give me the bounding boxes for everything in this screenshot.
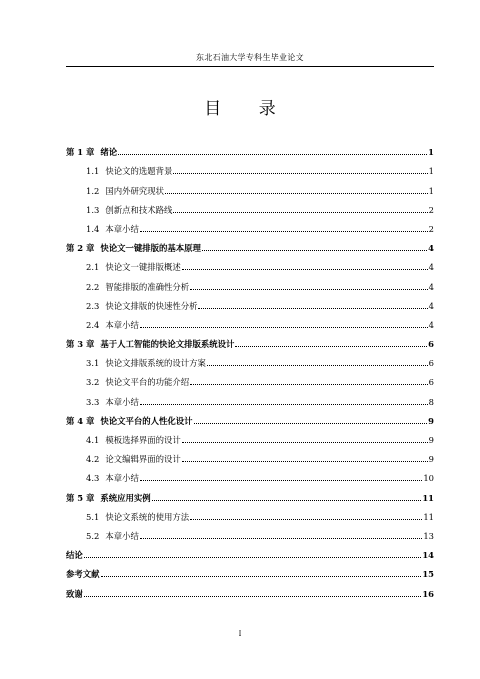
dot-leader xyxy=(140,327,428,328)
toc-entry-title: 快论文排版的快速性分析 xyxy=(105,300,198,311)
toc-chapter-entry[interactable] xyxy=(66,541,434,560)
toc-entry-title: 本章小结 xyxy=(105,530,139,541)
toc-entry-page: 4 xyxy=(428,262,434,273)
toc-entry-number: 第 5 章 xyxy=(66,492,95,503)
toc-entry-page: 11 xyxy=(423,511,434,522)
dot-leader xyxy=(140,404,428,405)
toc-section-entry[interactable] xyxy=(66,157,434,176)
toc-entry-page: 2 xyxy=(428,223,434,234)
toc-section-entry[interactable] xyxy=(66,292,434,311)
toc-title: 目 录 xyxy=(204,99,292,119)
toc-entry-page: 4 xyxy=(428,300,434,311)
toc-entry-title: 创新点和技术路线 xyxy=(105,204,173,215)
toc-entry-title: 绪论 xyxy=(100,147,118,158)
toc-entry-number: 1.3 xyxy=(86,204,100,215)
toc-section-entry[interactable] xyxy=(66,445,434,464)
toc-entry-title: 参考文献 xyxy=(66,569,100,580)
toc-section-entry[interactable] xyxy=(66,349,434,368)
toc-entry-title: 快论文排版系统的设计方案 xyxy=(105,358,206,369)
dot-leader xyxy=(101,576,422,577)
toc-chapter-entry[interactable] xyxy=(66,579,434,598)
dot-leader xyxy=(182,461,428,462)
toc-section-entry[interactable] xyxy=(66,503,434,522)
toc-entry-number: 3.3 xyxy=(86,396,100,407)
toc-entry-number: 4.2 xyxy=(86,454,100,465)
toc-entry-page: 9 xyxy=(428,454,434,465)
toc-entry-number: 2.2 xyxy=(86,281,100,292)
toc-entry-page: 9 xyxy=(428,435,434,445)
toc-section-entry[interactable] xyxy=(66,522,434,541)
dot-leader xyxy=(190,384,428,385)
toc-chapter-entry[interactable] xyxy=(66,138,434,157)
toc-entry-number: 1.1 xyxy=(86,166,100,177)
toc-entry-number: 2.1 xyxy=(86,262,100,273)
dot-leader xyxy=(84,596,422,597)
toc-entry-page: 2 xyxy=(428,204,434,215)
page-number: I xyxy=(238,630,242,638)
toc-entry-number: 2.3 xyxy=(86,300,100,311)
toc-entry-page: 6 xyxy=(428,358,434,369)
toc-section-entry[interactable] xyxy=(66,426,434,445)
toc-entry-title: 快论文平台的人性化设计 xyxy=(100,415,193,426)
toc-section-entry[interactable] xyxy=(66,196,434,215)
dot-leader xyxy=(140,231,428,232)
toc-entry-number: 1.2 xyxy=(86,185,100,196)
header-rule xyxy=(66,66,434,67)
toc-entry-page: 4 xyxy=(428,243,434,254)
toc-entry-title: 系统应用实例 xyxy=(100,492,151,503)
toc-entry-page: 6 xyxy=(428,339,434,350)
toc-chapter-entry[interactable] xyxy=(66,330,434,349)
toc-entry-title: 快论文的选题背景 xyxy=(105,166,173,177)
toc-entry-number: 第 3 章 xyxy=(66,339,95,350)
dot-leader xyxy=(140,538,423,539)
toc-entry-number: 4.3 xyxy=(86,473,100,484)
toc-entry-page: 15 xyxy=(422,569,434,580)
toc-section-entry[interactable] xyxy=(66,387,434,406)
dot-leader xyxy=(202,250,427,251)
dot-leader xyxy=(140,480,423,481)
toc-entry-number: 3.1 xyxy=(86,358,100,369)
toc-entry-page: 9 xyxy=(428,415,434,426)
dot-leader xyxy=(198,308,427,309)
dot-leader xyxy=(207,365,428,366)
toc-entry-page: 6 xyxy=(428,377,434,388)
dot-leader xyxy=(182,269,428,270)
toc-section-entry[interactable] xyxy=(66,311,434,330)
toc-entry-page: 10 xyxy=(423,473,434,484)
table-of-contents xyxy=(66,138,434,599)
toc-entry-number: 第 2 章 xyxy=(66,243,95,254)
toc-section-entry[interactable] xyxy=(66,272,434,291)
toc-chapter-entry[interactable] xyxy=(66,483,434,502)
dot-leader xyxy=(173,212,427,213)
dot-leader xyxy=(84,557,422,558)
toc-entry-page: 16 xyxy=(422,588,434,599)
toc-section-entry[interactable] xyxy=(66,368,434,387)
toc-entry-title: 智能排版的准确性分析 xyxy=(105,281,190,292)
toc-entry-page: 1 xyxy=(428,185,434,196)
toc-entry-title: 基于人工智能的快论文排版系统设计 xyxy=(100,339,235,350)
toc-entry-number: 3.2 xyxy=(86,377,100,388)
toc-entry-page: 14 xyxy=(422,550,434,561)
toc-entry-page: 1 xyxy=(428,147,434,158)
toc-entry-title: 致谢 xyxy=(66,588,83,599)
toc-entry-title: 本章小结 xyxy=(105,473,139,484)
dot-leader xyxy=(194,423,428,424)
toc-entry-title: 论文编辑界面的设计 xyxy=(105,454,181,465)
toc-entry-number: 1.4 xyxy=(86,223,100,234)
toc-entry-page: 13 xyxy=(423,530,434,541)
dot-leader xyxy=(152,500,422,501)
toc-section-entry[interactable] xyxy=(66,176,434,195)
dot-leader xyxy=(182,442,428,443)
toc-entry-title: 结论 xyxy=(66,550,83,561)
toc-entry-number: 4.1 xyxy=(86,435,100,445)
toc-chapter-entry[interactable] xyxy=(66,560,434,579)
running-header: 东北石油大学专科生毕业论文 xyxy=(196,53,304,62)
dot-leader xyxy=(173,173,427,174)
toc-chapter-entry[interactable] xyxy=(66,407,434,426)
dot-leader xyxy=(118,154,427,155)
toc-section-entry[interactable] xyxy=(66,253,434,272)
toc-section-entry[interactable] xyxy=(66,464,434,483)
dot-leader xyxy=(190,289,428,290)
dot-leader xyxy=(235,346,427,347)
toc-entry-title: 国内外研究现状 xyxy=(105,185,164,196)
toc-entry-title: 模板选择界面的设计 xyxy=(105,435,181,445)
toc-entry-title: 快论文一键排版概述 xyxy=(105,262,181,273)
toc-entry-title: 快论文平台的功能介绍 xyxy=(105,377,190,388)
toc-entry-number: 5.2 xyxy=(86,530,100,541)
toc-entry-page: 11 xyxy=(422,492,434,503)
toc-section-entry[interactable] xyxy=(66,215,434,234)
toc-chapter-entry[interactable] xyxy=(66,234,434,253)
toc-entry-title: 本章小结 xyxy=(105,396,139,407)
dot-leader xyxy=(190,519,422,520)
toc-entry-page: 8 xyxy=(428,396,434,407)
toc-entry-title: 本章小结 xyxy=(105,223,139,234)
toc-entry-page: 4 xyxy=(428,281,434,292)
toc-entry-title: 快论文系统的使用方法 xyxy=(105,511,190,522)
toc-entry-number: 第 1 章 xyxy=(66,147,95,158)
toc-entry-number: 2.4 xyxy=(86,319,100,330)
toc-entry-number: 第 4 章 xyxy=(66,415,95,426)
toc-entry-title: 快论文一键排版的基本原理 xyxy=(100,243,201,254)
toc-entry-page: 1 xyxy=(428,166,434,177)
toc-entry-number: 5.1 xyxy=(86,511,100,522)
toc-entry-title: 本章小结 xyxy=(105,319,139,330)
toc-entry-page: 4 xyxy=(428,319,434,330)
dot-leader xyxy=(165,193,428,194)
